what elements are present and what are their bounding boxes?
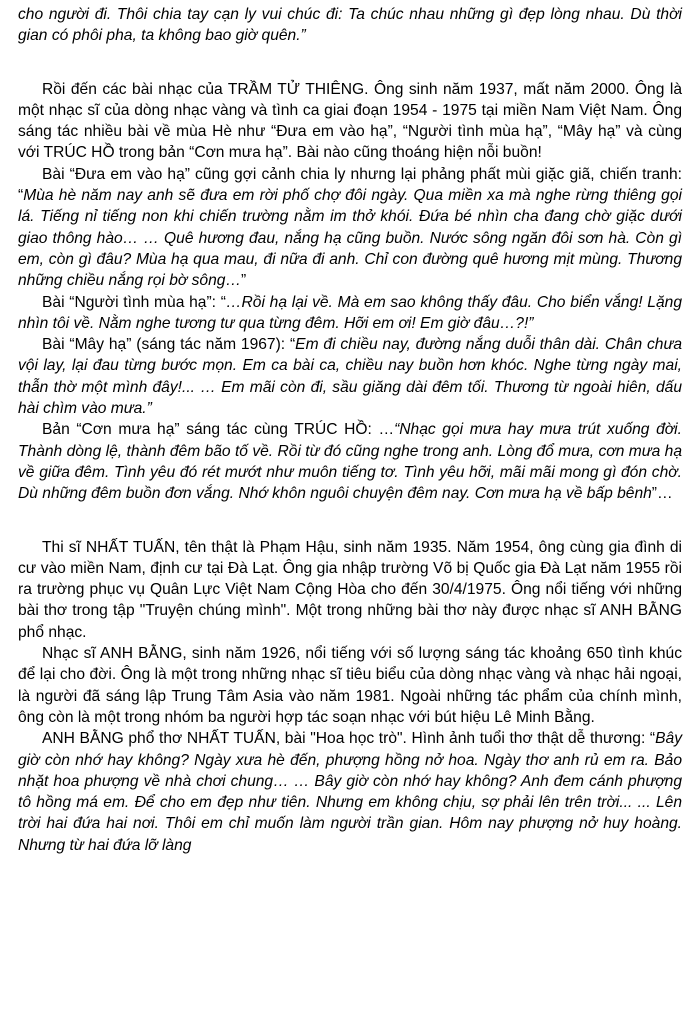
paragraph-gap [18, 505, 682, 537]
body-text: Bản “Cơn mưa hạ” sáng tác cùng TRÚC HỒ: … [42, 421, 395, 439]
body-text: Bài “Người tình mùa hạ”: “ [42, 293, 226, 311]
body-text: ANH BẰNG phổ thơ NHẤT TUẤN, bài "Hoa học trò". Hình ảnh tuổi thơ thật dễ thương: “ [42, 730, 656, 748]
body-text: Bài “Mây hạ” (sáng tác năm 1967): “ [42, 336, 296, 354]
body-text: Nhạc sĩ ANH BẰNG, sinh năm 1926, nổi tiếng với số lượng sáng tác khoảng 650 tình khúc để lại cho đời. Ông là một trong những nhạc sĩ tiêu biểu của dòng nhạc vàng và nhạc hải ngoại, là người đã sáng lập Trung Tâm Asia vào năm 1981. Ngoài những tác phẩm của chính mình, ông còn là một trong nhóm ba người hợp tác soạn nhạc với bút hiệu Lê Minh Bằng. [18, 645, 682, 726]
body-text: Bài “Đưa em vào hạ” cũng gợi cảnh chia ly nhưng lại phảng phất mùi giặc giã, chiến tranh: “ [18, 165, 682, 205]
body-text: Thi sĩ NHẤT TUẤN, tên thật là Phạm Hậu, sinh năm 1935. Năm 1954, ông cùng gia đình di cư vào miền Nam, định cư tại Đà Lạt. Ông gia nhập trường Võ bị Quốc gia Đà Lạt năm 1955 rồi ra trường phục vụ Quân Lực Việt Nam Cộng Hòa cho đến 30/4/1975. Ông nổi tiếng với những bài thơ trong tập "Truyện chúng mình". Một trong những bài thơ này được nhạc sĩ ANH BẰNG phổ nhạc. [18, 538, 682, 641]
lyric-quote: Bây giờ còn nhớ hay không? Ngày xưa hè đến, phượng hồng nở hoa. Ngày thơ anh rủ em ra. Bảo nhặt hoa phượng về nhà chơi chung… … Bây giờ còn nhớ hay không? Anh đem cánh phượng tô hồng má em. Để cho em đẹp như tiên. Nhưng em không chịu, sợ phải lên trên trời... ... Lên trời hai đứa hai nơi. Thôi em chỉ muốn làm người trần gian. Hôm nay phượng nở huy hoàng. Nhưng từ hai đứa lỡ làng [18, 730, 682, 854]
body-text: ” [241, 272, 247, 290]
paragraph-gap [18, 47, 682, 79]
quote-text: cho người đi. Thôi chia tay cạn ly vui chúc đi: Ta chúc nhau những gì đẹp lòng nhau. Dù thời gian có phôi pha, ta không bao giờ quên.” [18, 6, 682, 45]
paragraph-nguoi-tinh-mua-ha [18, 292, 682, 335]
paragraph-nhat-tuan [18, 537, 682, 643]
paragraph-may-ha [18, 334, 682, 419]
paragraph-dua-em-vao-ha [18, 164, 682, 292]
body-text: ”… [651, 485, 673, 503]
lyric-quote: Mùa hè năm nay anh sẽ đưa em rời phố chợ đôi ngày. Qua miền xa mà nghe rừng thiêng gọi lá. Tiếng nỉ tiếng non khi chiến trường nằm im thở khói. Đứa bé nhìn cha đang chờ giặc dưới giao thông hào… … Quê hương đau, nắng hạ cũng buồn. Nước sông ngăn đôi sơn hà. Còn gì em, còn gì đâu? Mùa hạ qua mau, đi nữa đi anh. Chỉ con đường quê hương mịt mùng. Thương những chiều nắng rọi bờ sông… [18, 187, 682, 290]
paragraph-continuation [18, 4, 682, 47]
paragraph-anh-bang [18, 643, 682, 728]
paragraph-tram-tu-thieng [18, 79, 682, 164]
lyric-quote: “Nhạc gọi mưa hay mưa trút xuống đời. Thành dòng lệ, thành đêm bão tố về. Rồi từ đó cũng nghe trong anh. Lòng đổ mưa, cơn mưa hạ về giữa đêm. Tình yêu đó rét mướt như muôn tiếng tơ. Tình yêu hỡi, mãi mãi mong gì đón chờ. Dù những đêm buồn đơn vắng. Nhớ khôn nguôi chuyện đêm nay. Cơn mưa hạ về bấp bênh [18, 421, 682, 503]
paragraph-hoa-hoc-tro [18, 728, 682, 856]
lyric-quote: Em đi chiều nay, đường nắng duỗi thân dài. Chân chưa vội lay, lại đau từng bước mọn. Em ca bài ca, chiều nay buồn hơn khóc. Nghe từng ngày mai, thẫn thờ một mình đây!... … Em mãi còn đi, sầu giăng dài đêm tối. Thương từ ngoài hiên, dấu hài chìm vào mưa.” [18, 336, 682, 418]
lyric-quote: …Rồi hạ lại về. Mà em sao không thấy đâu. Cho biển vắng! Lặng nhìn tôi về. Nằm nghe tương tư qua từng đêm. Hỡi em ơi! Em giờ đâu…?!” [18, 293, 683, 332]
paragraph-con-mua-ha [18, 419, 682, 504]
body-text: Rồi đến các bài nhạc của TRẦM TỬ THIÊNG. Ông sinh năm 1937, mất năm 2000. Ông là một nhạc sĩ của dòng nhạc vàng và tình ca giai đoạn 1954 - 1975 tại miền Nam Việt Nam. Ông sáng tác nhiều bài về mùa Hè như “Đưa em vào hạ”, “Người tình mùa hạ”, “Mây hạ” và cùng với TRÚC HỒ trong bản “Cơn mưa hạ”. Bài nào cũng thoáng hiện nỗi buồn! [18, 80, 682, 162]
